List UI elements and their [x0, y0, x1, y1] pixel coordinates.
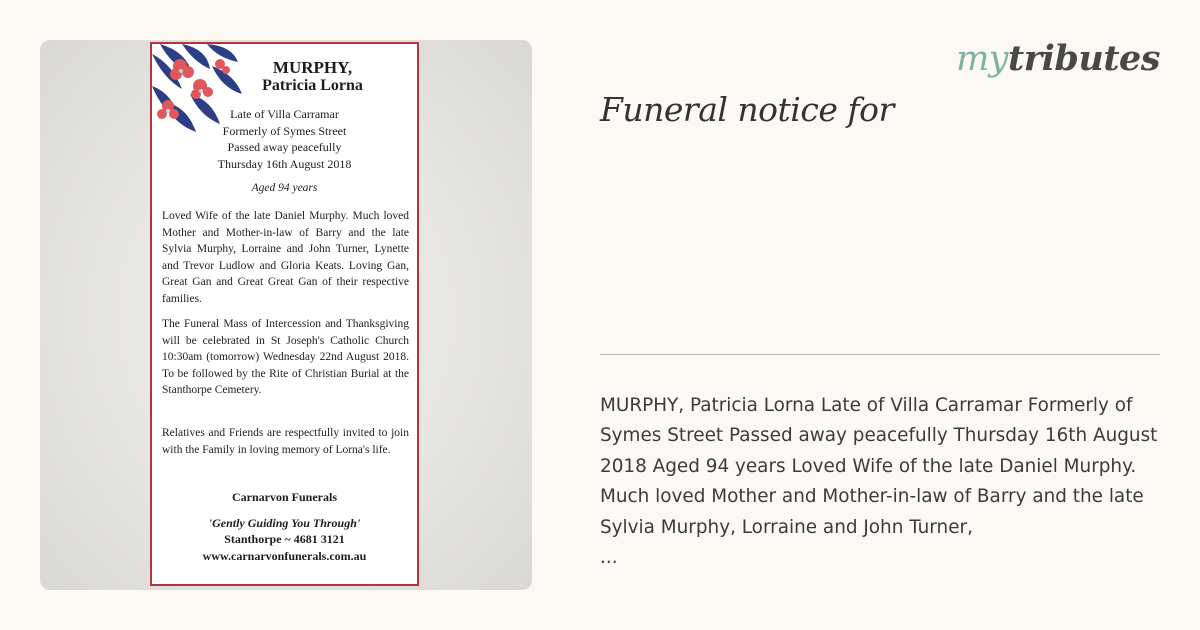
- notice-paragraph: Loved Wife of the late Daniel Murphy. Much loved Mother and Mother-in-law of Barry and the late Sylvia Murphy, Lorraine and John Turner, Lynette and Trevor Ludlow and Gloria Keats. Loving Gan, Great Gan and Great Great Gan of their respective families.: [162, 210, 409, 305]
- notice-intro-line: Late of Villa Carramar: [230, 107, 339, 121]
- funeral-notice-image: [150, 42, 419, 586]
- funeral-director-tagline: 'Gently Guiding You Through': [208, 516, 361, 530]
- notice-description-text: MURPHY, Patricia Lorna Late of Villa Carramar Formerly of Symes Street Passed away peacefully Thursday 16th August 2018 Aged 94 years Loved Wife of the late Daniel Murphy. Much loved Mother and Mother-in-law of Barry and the late Sylvia Murphy, Lorraine and John Turner,: [600, 395, 1158, 538]
- notice-age: Aged 94 years: [251, 182, 318, 194]
- notice-intro-line: Formerly of Symes Street: [222, 123, 347, 138]
- logo-part-tributes: tributes: [1008, 38, 1160, 79]
- notice-paragraph: The Funeral Mass of Intercession and Thanksgiving will be celebrated in St Joseph's Catholic Church 10:30am (tomorrow) Wednesday 22nd August 2018. To be followed by the Rite of Christian Burial at the Stanthorpe Cemetery.: [162, 318, 409, 397]
- page-heading: Funeral notice for: [600, 90, 894, 129]
- divider: [600, 354, 1160, 355]
- logo-part-my: my: [956, 39, 1009, 79]
- mytributes-logo[interactable]: [956, 38, 1160, 79]
- funeral-director-website: www.carnarvonfunerals.com.au: [202, 549, 367, 563]
- funeral-director-phone: Stanthorpe ~ 4681 3121: [224, 532, 345, 546]
- notice-surname: MURPHY,: [272, 58, 353, 77]
- notice-intro: [162, 106, 407, 172]
- notice-intro-line: Passed away peacefully: [227, 140, 342, 154]
- notice-intro-line: Thursday 16th August 2018: [217, 156, 352, 171]
- notice-description: [600, 391, 1170, 573]
- description-ellipsis: ...: [600, 547, 618, 569]
- funeral-director-name: Carnarvon Funerals: [232, 490, 337, 504]
- notice-paragraph: Relatives and Friends are respectfully invited to join with the Family in loving memory of Lorna's life.: [162, 427, 409, 456]
- notice-given-names: Patricia Lorna: [262, 77, 363, 94]
